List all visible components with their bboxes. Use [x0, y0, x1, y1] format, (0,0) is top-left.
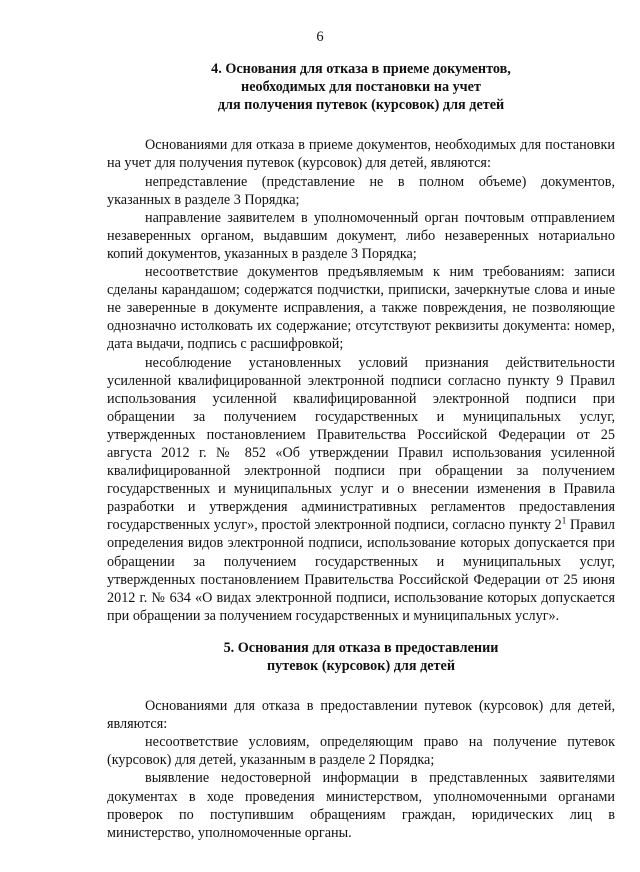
superscript: 1	[561, 515, 567, 526]
paragraph: несоответствие документов предъявляемым к ним требованиям: записи сделаны карандашом; содержатся подчистки, приписки, зачеркнутые слова и иные не заверенные в документе исправления, а также повреждения, не позволяющие однозначно истолковать их содержание; отсутствуют реквизиты документа: номер, дата выдачи, подпись с расшифровкой;	[107, 264, 615, 353]
paragraph-text: несоблюдение установленных условий признания действительности усиленной квалифицированной электронной подписи согласно пункту 9 Правил использования усиленной квалифицированной электронной подписи при обращении за получением государственных и муниципальных услуг, утвержденных постановлением Правительства Российской Федерации от 25 августа 2012 г. № 852 «Об утверждении Правил использования усиленной квалифицированной электронной подписи при обращении за получением государственных и муниципальных услуг и о внесении изменения в Правила разработки и утверждения административных регламентов предоставления государственных услуг», простой электронной подписи, согласно пункту 2	[107, 354, 615, 534]
paragraph-text: Правил определения видов электронной подписи, использование которых допускается при обращении за получением государственных и муниципальных услуг, утвержденных постановлением Правительства Российской Федерации от 25 июня 2012 г. № 634 «О видах электронной подписи, использование которых допускается при обращении за получением государственных и муниципальных услуг».	[107, 517, 615, 624]
section-4-heading	[107, 60, 615, 114]
section-5-heading	[107, 639, 615, 675]
heading-line: необходимых для постановки на учет	[241, 79, 481, 96]
page-number: 6	[316, 29, 324, 45]
paragraph: Основаниями для отказа в предоставлении путевок (курсовок) для детей, являются:	[107, 698, 615, 733]
heading-line: 4. Основания для отказа в приеме документов,	[211, 61, 511, 78]
paragraph: выявление недостоверной информации в представленных заявителями документах в ходе проведения министерством, уполномоченными органами проверок по поступившим обращениям граждан, юридических лиц в министерство, уполномоченные органы.	[107, 770, 615, 841]
heading-line: для получения путевок (курсовок) для детей	[217, 97, 505, 114]
section-divider-space	[107, 625, 615, 639]
paragraph: непредставление (представление не в полном объеме) документов, указанных в разделе 3 Порядка;	[107, 173, 615, 208]
paragraph-signature-conditions	[107, 354, 615, 625]
paragraph: направление заявителем в уполномоченный орган почтовым отправлением незаверенных органом, выдавшим документ, либо незаверенных нотариально копий документов, указанных в разделе 3 Порядка;	[107, 209, 615, 262]
paragraph: несоответствие условиям, определяющим право на получение путевок (курсовок) для детей, указанным в разделе 2 Порядка;	[107, 734, 615, 769]
paragraph: Основаниями для отказа в приеме документов, необходимых для постановки на учет для получения путевок (курсовок) для детей, являются:	[107, 137, 615, 172]
heading-line: 5. Основания для отказа в предоставлении	[223, 639, 499, 656]
heading-line: путевок (курсовок) для детей	[266, 658, 455, 674]
